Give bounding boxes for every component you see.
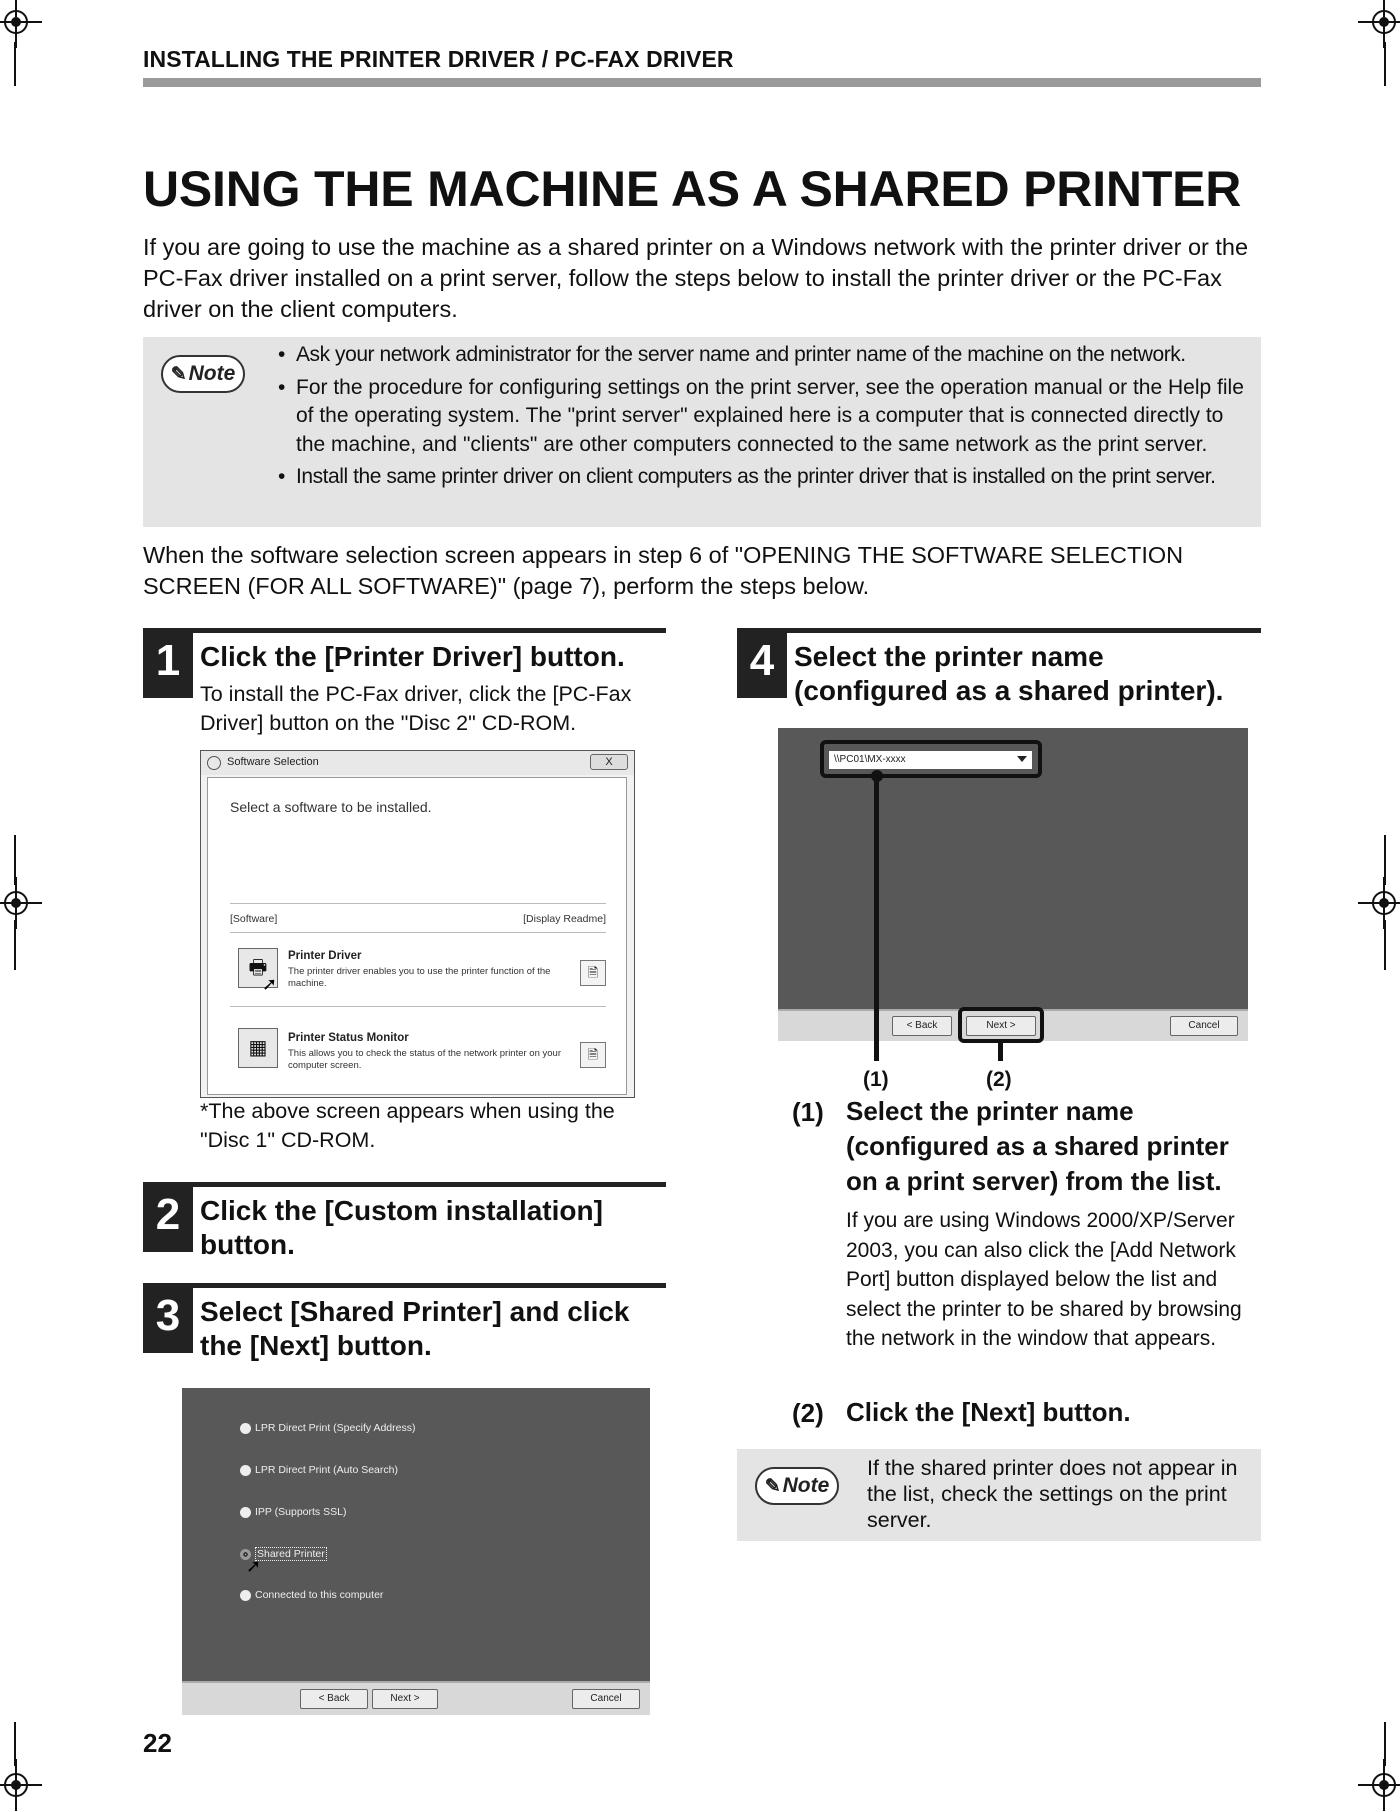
- window-titlebar: [201, 751, 634, 775]
- back-button[interactable]: < Back: [892, 1016, 952, 1036]
- note-label: Note: [188, 362, 236, 385]
- next-button[interactable]: Next >: [372, 1689, 438, 1709]
- step-number: 4: [737, 628, 787, 698]
- callout-line-2: [998, 1043, 1003, 1061]
- back-button[interactable]: < Back: [300, 1689, 368, 1709]
- radio-icon: [240, 1507, 251, 1518]
- note-box: [143, 337, 1261, 527]
- page-title: USING THE MACHINE AS A SHARED PRINTER: [143, 161, 1242, 217]
- sub-step-title: Click the [Next] button.: [846, 1397, 1131, 1427]
- registration-mark: [1364, 1765, 1400, 1805]
- button-bar: [182, 1681, 650, 1715]
- note-badge: [161, 355, 245, 393]
- crop-line: [14, 920, 16, 970]
- note-badge: [755, 1467, 839, 1505]
- callout-highlight-2: [958, 1007, 1044, 1043]
- dropdown-value: \\PC01\MX-xxxx: [834, 754, 906, 765]
- registration-mark: [0, 883, 36, 923]
- sub-step-number: (1): [792, 1097, 824, 1127]
- app-icon: [207, 756, 221, 770]
- item-description: This allows you to check the status of the network printer on your computer screen.: [288, 1048, 561, 1071]
- software-column-header: [Software]: [230, 913, 278, 925]
- crop-line: [1384, 920, 1386, 970]
- step-description: To install the PC-Fax driver, click the [PC-Fax Driver] button on the "Disc 2" CD-ROM.: [200, 682, 632, 735]
- step-title: Select the printer name (configured as a shared printer).: [794, 641, 1224, 706]
- divider: [230, 903, 606, 904]
- step-number: 2: [143, 1182, 193, 1252]
- window-content: [207, 777, 627, 1095]
- screenshot-caption: *The above screen appears when using the "Disc 1" CD-ROM.: [200, 1099, 615, 1152]
- step-1: [143, 628, 666, 748]
- crop-line: [14, 835, 16, 885]
- sub-step-number: (2): [792, 1398, 824, 1428]
- intro-paragraph: If you are going to use the machine as a shared printer on a Windows network with the printer driver or the PC-Fax driver installed on a print server, follow the steps below to install the printer driver or the PC-Fax driver on the client computers.: [143, 234, 1249, 322]
- crop-line: [14, 42, 16, 86]
- step-4: [737, 628, 1261, 706]
- callout-label-1: (1): [863, 1068, 889, 1091]
- sub-step-description: If you are using Windows 2000/XP/Server 2003, you can also click the [Add Network Port] button displayed below the list and select the printer to be shared by browsing the network in the window that appears.: [846, 1209, 1242, 1350]
- connection-type-screenshot: [182, 1388, 650, 1715]
- note-list: [278, 341, 1258, 496]
- item-title: Printer Driver: [288, 950, 362, 962]
- pencil-icon: ✎: [764, 1475, 781, 1497]
- note-item: • Ask your network administrator for the server name and printer name of the machine on the network.: [278, 341, 1258, 370]
- printer-select-screenshot: [778, 728, 1248, 1041]
- step-title: Select [Shared Printer] and click the [Next] button.: [200, 1296, 630, 1361]
- step-title: Click the [Printer Driver] button.: [200, 641, 625, 672]
- radio-option[interactable]: LPR Direct Print (Auto Search): [240, 1464, 398, 1476]
- item-title: Printer Status Monitor: [288, 1032, 409, 1044]
- step-title: Click the [Custom installation] button.: [200, 1195, 603, 1260]
- radio-option[interactable]: IPP (Supports SSL): [240, 1506, 346, 1518]
- callout-line-1: [874, 776, 879, 1061]
- software-selection-screenshot: [200, 750, 635, 1098]
- next-button[interactable]: Next >: [966, 1016, 1036, 1036]
- radio-icon: [240, 1590, 251, 1601]
- step-2: [143, 1182, 666, 1260]
- window-title: Software Selection: [227, 756, 319, 768]
- registration-mark: [0, 1765, 36, 1805]
- readme-button[interactable]: 🗎: [580, 960, 606, 986]
- crop-line: [1384, 835, 1386, 885]
- note-item: • For the procedure for configuring settings on the print server, see the operation manual or the Help file of the operating system. The "print server" explained here is a computer that is connected directly to the machine, and "clients" are other computers connected to the same network as the print server.: [278, 374, 1258, 460]
- radio-option[interactable]: Connected to this computer: [240, 1589, 383, 1601]
- sub-step-title: Select the printer name (configured as a shared printer on a print server) from the list.: [846, 1096, 1229, 1196]
- cancel-button[interactable]: Cancel: [572, 1689, 640, 1709]
- step-number: 3: [143, 1283, 193, 1353]
- registration-mark: [1364, 2, 1400, 42]
- callout-highlight-1: [820, 740, 1042, 778]
- radio-option[interactable]: LPR Direct Print (Specify Address): [240, 1422, 415, 1434]
- cursor-icon: ➚: [262, 974, 278, 994]
- step-number: 1: [143, 628, 193, 698]
- running-head: INSTALLING THE PRINTER DRIVER / PC-FAX DRIVER: [143, 46, 734, 72]
- crop-line: [1384, 1722, 1386, 1766]
- registration-mark: [0, 2, 36, 42]
- step-rule: [787, 628, 1261, 633]
- callout-label-2: (2): [986, 1068, 1012, 1091]
- page-number: 22: [143, 1728, 172, 1758]
- status-monitor-icon[interactable]: ▦: [238, 1028, 278, 1068]
- note-text: If the shared printer does not appear in the list, check the settings on the print server.: [867, 1456, 1238, 1532]
- instruction-paragraph: When the software selection screen appears in step 6 of "OPENING THE SOFTWARE SELECTION SCREEN (FOR ALL SOFTWARE)" (page 7), perform the steps below.: [143, 542, 1184, 599]
- note-item: • Install the same printer driver on client computers as the printer driver that is installed on the print server.: [278, 463, 1258, 492]
- readme-button[interactable]: 🗎: [580, 1042, 606, 1068]
- printer-driver-icon[interactable]: 🖶: [238, 948, 278, 988]
- cursor-icon: ➚: [246, 1556, 262, 1576]
- step-3: [143, 1283, 666, 1361]
- item-description: The printer driver enables you to use the printer function of the machine.: [288, 966, 551, 989]
- close-button[interactable]: X: [590, 754, 628, 770]
- radio-icon: [240, 1465, 251, 1476]
- radio-option-shared-printer[interactable]: Shared Printer: [240, 1547, 327, 1561]
- step-rule: [193, 1283, 666, 1288]
- radio-icon: [240, 1423, 251, 1434]
- pencil-icon: ✎: [170, 363, 187, 385]
- step-rule: [193, 628, 666, 633]
- divider: [230, 1006, 606, 1007]
- step-rule: [193, 1182, 666, 1187]
- crop-line: [1384, 42, 1386, 86]
- window-lead-text: Select a software to be installed.: [230, 799, 432, 815]
- note-box: [737, 1449, 1261, 1541]
- note-label: Note: [782, 1474, 830, 1497]
- cancel-button[interactable]: Cancel: [1170, 1016, 1238, 1036]
- readme-column-header: [Display Readme]: [523, 913, 606, 925]
- registration-mark: [1364, 883, 1400, 923]
- divider: [230, 932, 606, 933]
- header-rule: [143, 78, 1261, 87]
- crop-line: [14, 1722, 16, 1766]
